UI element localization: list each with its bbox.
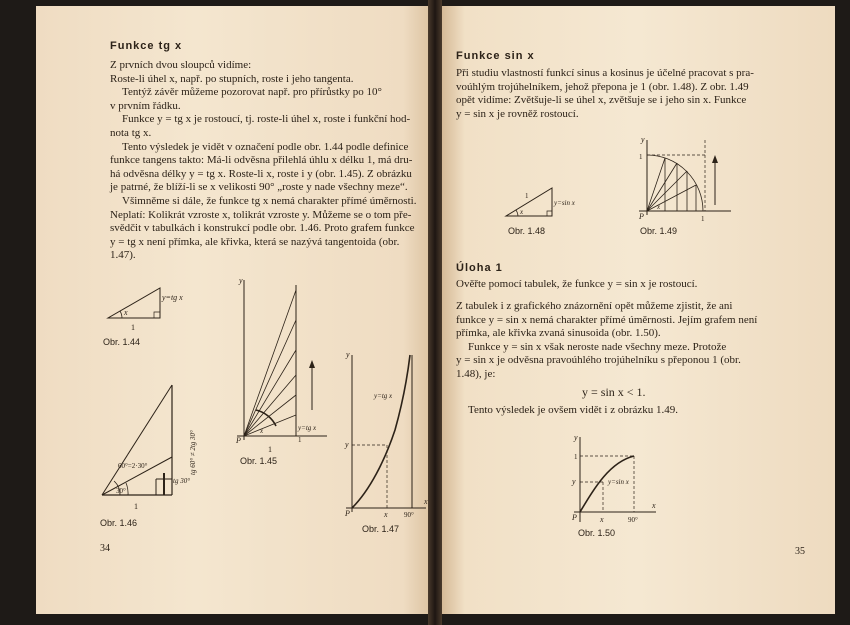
label-fn: y=sin x (608, 478, 629, 486)
figure-1-47 (340, 350, 430, 520)
text-line: Z tabulek i z grafického znázornění opět můžeme zjistit, že ani (456, 300, 733, 312)
text-line: Roste-li úhel x, např. po stupních, roste i jeho tangenta. (110, 72, 354, 85)
label-one-b: 1 (268, 445, 272, 454)
text-line: funkce y = sin x nemá charakter přímé úměrnosti. Jejím grafem není (456, 313, 758, 326)
label-tg30: tg 30° (173, 477, 190, 485)
label-one: 1 (525, 192, 529, 200)
text-line: nota tg x. (110, 126, 152, 139)
text-line: Z prvních dvou sloupců vidíme: (110, 59, 252, 71)
label-fn: y=tg x (162, 293, 183, 302)
figure-1-44 (100, 280, 210, 360)
text-line: Neplatí: Kolikrát vzroste x, tolikrát vzroste y. Můžeme se o tom pře- (110, 208, 412, 221)
label-p: P (345, 509, 350, 518)
closing-text: Tento výsledek je ovšem vidět i z obrázku 1.49. (468, 404, 679, 416)
label-90: 90° (628, 516, 638, 524)
book-gutter (428, 0, 442, 625)
label-x: x (260, 427, 264, 435)
caption-fig-1-47: Obr. 1.47 (362, 524, 400, 534)
label-fn: y=tg x (374, 392, 393, 400)
label-fn: y=tg x (298, 424, 317, 432)
caption-fig-1-46: Obr. 1.46 (100, 518, 138, 528)
figure-1-45 (232, 276, 332, 454)
label-y-axis: y (574, 433, 578, 442)
figure-1-48 (500, 180, 580, 225)
label-x: x (600, 515, 604, 524)
figure-1-46 (98, 385, 213, 515)
label-y-axis: y (346, 350, 350, 359)
label-90: 90° (404, 511, 414, 519)
label-y: y (572, 477, 576, 486)
left-heading: Funkce tg x (110, 40, 183, 52)
label-one-a: 1 (298, 436, 302, 444)
text-line: y = sin x je rovněž rostoucí. (456, 107, 579, 120)
label-tg60: tg 60° ≠ 2tg 30° (189, 430, 197, 475)
label-60: 60°=2·30° (118, 462, 148, 470)
text-line: je patrné, že blíží-li se x velikosti 90° „roste y nade všechny meze“. (110, 181, 408, 194)
text-line: svědčit v tabulkách i konstrukcí podle obr. 1.46. Proto grafem funkce (110, 222, 415, 235)
text-line: y = sin x je odvěsna pravoúhlého trojúhelníku s přeponou 1 (obr. (456, 354, 741, 367)
label-fn: y=sin x (554, 199, 575, 207)
text-line: 1.48), je: (456, 367, 496, 380)
label-y: y (345, 440, 349, 449)
label-one: 1 (134, 502, 138, 511)
text-line: Funkce y = sin x však neroste nade všechny meze. Protože (468, 340, 727, 353)
label-one: 1 (574, 453, 578, 461)
task-heading: Úloha 1 (456, 262, 503, 274)
text-line: funkce tangens takto: Má-li odvěsna přilehlá úhlu x délku 1, má dru- (110, 154, 413, 167)
text-line: v prvním řádku. (110, 99, 181, 112)
label-one-b: 1 (701, 215, 705, 223)
text-line: Tento výsledek je vidět v označení podle obr. 1.44 podle definice (122, 140, 409, 153)
caption-fig-1-44: Obr. 1.44 (103, 337, 141, 347)
text-line: Při studiu vlastností funkcí sinus a kosinus je účelné pracovat s pra- (456, 67, 754, 79)
page-number-right: 35 (795, 546, 805, 557)
formula: y = sin x < 1. (582, 385, 646, 399)
figure-1-49 (635, 135, 735, 230)
text-line: há odvěsna délky y = tg x. Roste-li x, roste i y (obr. 1.45). Z obrázku (110, 167, 412, 180)
right-intro-block (456, 67, 754, 121)
left-text-block (110, 59, 416, 263)
text-line: Tentýž závěr můžeme pozorovat např. pro přírůstky po 10° (122, 86, 382, 99)
label-x-axis: x (652, 501, 656, 510)
right-body-block (456, 300, 757, 382)
label-x: x (384, 510, 388, 519)
caption-fig-1-45: Obr. 1.45 (240, 456, 278, 466)
text-line: 1.47). (110, 249, 136, 262)
label-x: x (520, 208, 524, 216)
text-line: voúhlým trojúhelníkem, jehož přepona je 1 (obr. 1.48). Z obr. 1.49 (456, 80, 749, 93)
page-number-left: 34 (100, 543, 110, 554)
label-p: P (639, 212, 644, 221)
label-x: x (124, 308, 128, 317)
task-text: Ověřte pomocí tabulek, že funkce y = sin x je rostoucí. (456, 278, 698, 290)
label-one: 1 (131, 323, 135, 332)
text-line: y = tg x není přímka, ale křivka, která se nazývá tangentoida (obr. (110, 235, 400, 248)
caption-fig-1-49: Obr. 1.49 (640, 226, 678, 236)
label-one: 1 (639, 153, 643, 161)
right-heading: Funkce sin x (456, 50, 535, 62)
label-30: 30° (116, 487, 126, 495)
text-line: opět vidíme: Zvětšuje-li se úhel x, zvětšuje se i jeho sin x. Funkce (456, 94, 747, 107)
label-x-axis: x (424, 497, 428, 506)
label-y: y (239, 276, 243, 285)
caption-fig-1-50: Obr. 1.50 (578, 528, 616, 538)
caption-fig-1-48: Obr. 1.48 (508, 226, 546, 236)
figure-1-50 (560, 432, 660, 527)
label-p: P (572, 513, 577, 522)
text-line: Funkce y = tg x je rostoucí, tj. roste-li úhel x, roste i funkční hod- (122, 113, 411, 126)
text-line: přímka, ale křivka zvaná sinusoida (obr. 1.50). (456, 327, 661, 340)
label-x: x (657, 203, 661, 211)
text-line: Všimněme si dále, že funkce tg x nemá charakter přímé úměrnosti. (122, 194, 417, 207)
label-p: P (236, 436, 241, 445)
label-y: y (641, 135, 645, 144)
